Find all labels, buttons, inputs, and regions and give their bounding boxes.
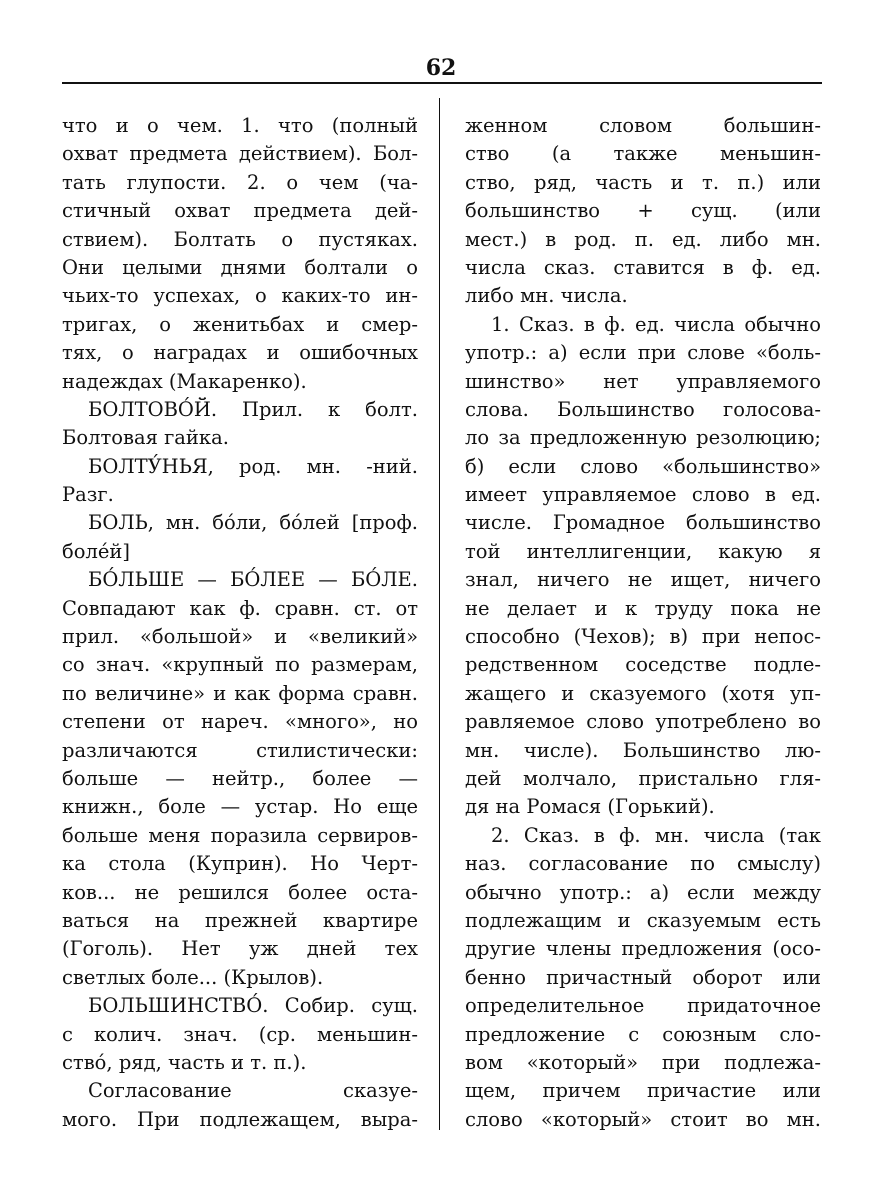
text-line: определительное придаточное bbox=[465, 994, 821, 1018]
text-line: стичный охват предмета дей- bbox=[62, 199, 418, 223]
text-line: обычно употр.: а) если между bbox=[465, 880, 821, 904]
text-line: редственном соседстве подле- bbox=[465, 653, 821, 677]
text-line: со знач. «крупный по размерам, bbox=[62, 653, 418, 677]
text-line: 2. Сказ. в ф. мн. числа (так bbox=[491, 823, 821, 847]
text-line: (Гоголь). Нет уж дней тех bbox=[62, 937, 418, 961]
text-line: бенно причастный оборот или bbox=[465, 965, 821, 989]
text-line: вом «который» при подлежа- bbox=[465, 1050, 821, 1074]
text-line: не делает и к труду пока не bbox=[465, 596, 821, 620]
text-line: ствием). Болтать о пустяках. bbox=[62, 227, 418, 251]
text-line: числа сказ. ставится в ф. ед. bbox=[465, 255, 821, 279]
text-line: ков... не решился более оста- bbox=[62, 880, 418, 904]
text-line: употр.: а) если при слове «боль- bbox=[465, 341, 821, 365]
text-line: тригах, о женитьбах и смер- bbox=[62, 312, 418, 336]
text-line: боле́й] bbox=[62, 539, 131, 563]
text-line: слово «который» стоит во мн. bbox=[465, 1107, 821, 1131]
text-line: жащего и сказуемого (хотя уп- bbox=[465, 681, 821, 705]
text-line: БОЛТОВО́Й. Прил. к болт. bbox=[88, 397, 418, 421]
text-line: 1. Сказ. в ф. ед. числа обычно bbox=[491, 312, 821, 336]
text-line: ство, ряд, часть и т. п.) или bbox=[465, 170, 821, 194]
text-line: щем, причем причастие или bbox=[465, 1079, 821, 1103]
text-line: ло за предложенную резолюцию; bbox=[465, 426, 821, 450]
text-line: охват предмета действием). Бол- bbox=[62, 142, 418, 166]
text-line: ство (а также меньшин- bbox=[465, 142, 821, 166]
text-line: Разг. bbox=[62, 483, 114, 507]
text-line: числе. Громадное большинство bbox=[465, 511, 821, 535]
text-line: ваться на прежней квартире bbox=[62, 908, 418, 932]
text-line: знал, ничего не ищет, ничего bbox=[465, 568, 821, 592]
header-rule bbox=[62, 82, 822, 84]
text-line: тях, о наградах и ошибочных bbox=[62, 341, 418, 365]
text-line: имеет управляемое слово в ед. bbox=[465, 483, 821, 507]
text-line: степени от нареч. «много», но bbox=[62, 710, 418, 734]
text-line: книжн., боле — устар. Но еще bbox=[62, 795, 418, 819]
text-line: большинство + сущ. (или bbox=[465, 199, 821, 223]
right-column bbox=[465, 112, 821, 1134]
text-line: Совпадают как ф. сравн. ст. от bbox=[62, 596, 418, 620]
text-line: мн. числе). Большинство лю- bbox=[465, 738, 821, 762]
text-line: дя на Ромася (Горький). bbox=[465, 795, 715, 819]
text-line: светлых боле... (Крылов). bbox=[62, 965, 324, 989]
text-line: наз. согласование по смыслу) bbox=[465, 852, 821, 876]
text-line: БО́ЛЬШЕ — БО́ЛЕЕ — БО́ЛЕ. bbox=[88, 568, 418, 592]
text-line: шинство» нет управляемого bbox=[465, 369, 821, 393]
text-line: равляемое слово употреблено во bbox=[465, 710, 821, 734]
text-line: б) если слово «большинство» bbox=[465, 454, 821, 478]
text-line: прил. «большой» и «великий» bbox=[62, 625, 418, 649]
page-number: 62 bbox=[425, 55, 457, 81]
text-line: той интеллигенции, какую я bbox=[465, 539, 821, 563]
text-line: различаются стилистически: bbox=[62, 738, 418, 762]
text-line: ство́, ряд, часть и т. п.). bbox=[62, 1050, 307, 1074]
text-line: мого. При подлежащем, выра- bbox=[62, 1107, 418, 1131]
column-divider bbox=[439, 98, 440, 1130]
text-line: подлежащим и сказуемым есть bbox=[465, 908, 821, 932]
text-line: надеждах (Макаренко). bbox=[62, 369, 307, 393]
text-line: Болтовая гайка. bbox=[62, 426, 229, 450]
text-line: с колич. знач. (ср. меньшин- bbox=[62, 1022, 418, 1046]
text-line: Согласование сказуе- bbox=[88, 1079, 418, 1103]
text-line: женном словом большин- bbox=[465, 114, 821, 137]
text-line: либо мн. числа. bbox=[465, 284, 628, 308]
text-line: чьих-то успехах, о каких-то ин- bbox=[62, 284, 418, 308]
text-line: мест.) в род. п. ед. либо мн. bbox=[465, 227, 821, 251]
text-line: предложение с союзным сло- bbox=[465, 1022, 821, 1046]
text-line: ка стола (Куприн). Но Черт- bbox=[62, 852, 418, 876]
text-line: слова. Большинство голосова- bbox=[465, 397, 821, 421]
text-line: дей молчало, пристально гля- bbox=[465, 766, 821, 790]
text-line: БОЛЬШИНСТВО́. Собир. сущ. bbox=[88, 994, 418, 1018]
text-line: больше — нейтр., более — bbox=[62, 766, 418, 790]
text-line: тать глупости. 2. о чем (ча- bbox=[62, 170, 418, 194]
text-line: способно (Чехов); в) при непос- bbox=[465, 625, 821, 649]
text-line: БОЛТУ́НЬЯ, род. мн. -ний. bbox=[88, 454, 418, 478]
text-line: Они целыми днями болтали о bbox=[62, 255, 418, 279]
text-line: больше меня поразила сервиров- bbox=[62, 823, 418, 847]
text-line: что и о чем. 1. что (полный bbox=[62, 114, 418, 137]
text-line: БОЛЬ, мн. бо́ли, бо́лей [проф. bbox=[88, 511, 418, 535]
text-line: другие члены предложения (осо- bbox=[465, 937, 821, 961]
text-line: по величине» и как форма сравн. bbox=[62, 681, 418, 705]
left-column bbox=[62, 112, 418, 1134]
